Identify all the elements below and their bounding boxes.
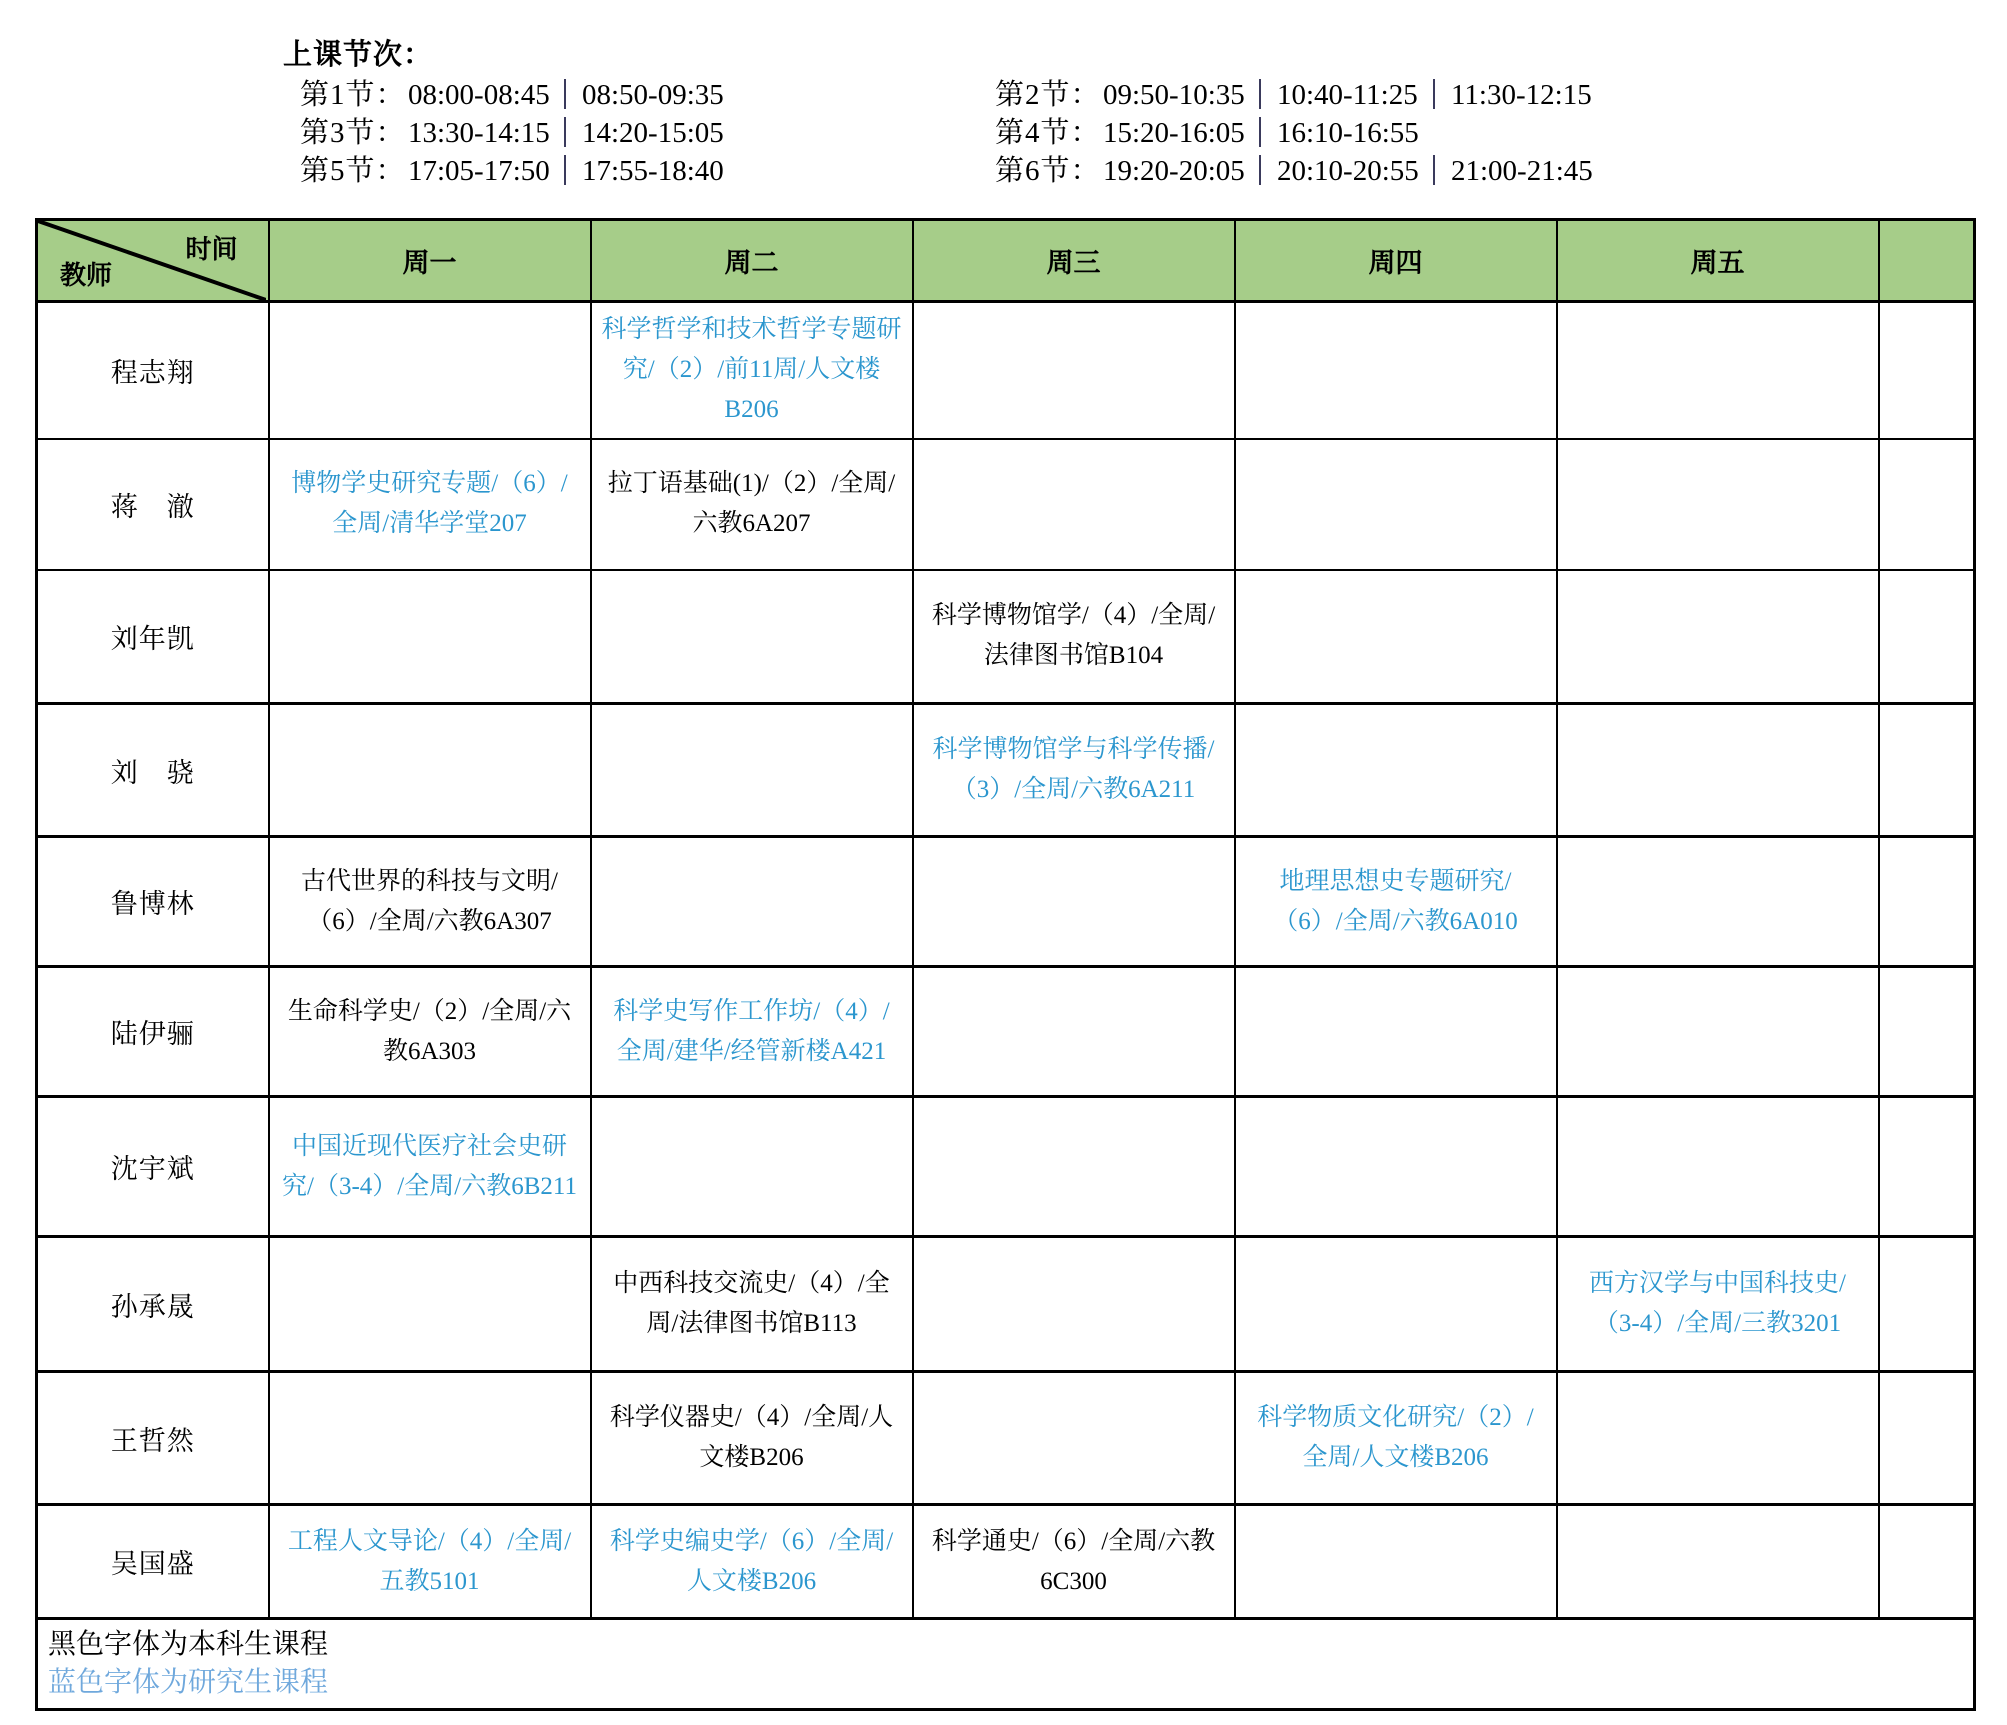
teacher-name: 刘 骁 (37, 704, 269, 837)
day-header-tuesday: 周二 (591, 220, 913, 302)
teacher-row (37, 1372, 1975, 1505)
day-header-monday: 周一 (269, 220, 591, 302)
course-cell (269, 1237, 591, 1372)
course-cell: 博物学史研究专题/（6）/全周/清华学堂207 (269, 439, 591, 570)
course-cell (913, 302, 1235, 439)
empty-cell (1879, 1372, 1975, 1505)
time-slot: 13:30-14:15 (408, 117, 550, 149)
teacher-name: 鲁博林 (37, 837, 269, 967)
teacher-name: 孙承晟 (37, 1237, 269, 1372)
course-cell (1235, 570, 1557, 704)
course-cell (591, 837, 913, 967)
time-separator-bar (564, 79, 566, 109)
teacher-name: 王哲然 (37, 1372, 269, 1505)
empty-cell (1879, 1505, 1975, 1619)
empty-cell (1879, 837, 1975, 967)
day-header-friday: 周五 (1557, 220, 1879, 302)
course-cell: 科学仪器史/（4）/全周/人文楼B206 (591, 1372, 913, 1505)
course-cell (269, 570, 591, 704)
course-cell (1557, 570, 1879, 704)
course-cell (591, 570, 913, 704)
legend-cell (37, 1619, 1975, 1710)
course-cell: 拉丁语基础(1)/（2）/全周/六教6A207 (591, 439, 913, 570)
teacher-row (37, 1097, 1975, 1237)
period-label: 第1节： (300, 79, 406, 111)
period-time-line (300, 76, 734, 114)
course-cell: 科学史写作工作坊/（4）/全周/建华/经管新楼A421 (591, 967, 913, 1097)
course-cell (1235, 704, 1557, 837)
legend-row (37, 1619, 1975, 1710)
teacher-name: 陆伊骊 (37, 967, 269, 1097)
course-cell (269, 302, 591, 439)
course-cell: 中国近现代医疗社会史研究/（3-4）/全周/六教6B211 (269, 1097, 591, 1237)
teacher-name: 刘年凯 (37, 570, 269, 704)
course-cell (1557, 1505, 1879, 1619)
course-cell (1557, 1372, 1879, 1505)
course-cell (913, 1237, 1235, 1372)
empty-cell (1879, 704, 1975, 837)
time-separator-bar (1433, 155, 1435, 185)
timetable-header-row (37, 220, 1975, 302)
empty-cell (1879, 967, 1975, 1097)
course-cell (1235, 1505, 1557, 1619)
course-cell (913, 967, 1235, 1097)
time-slot: 15:20-16:05 (1103, 117, 1245, 149)
period-label: 第4节： (995, 117, 1101, 149)
time-slot: 14:20-15:05 (582, 117, 724, 149)
course-cell (1235, 1097, 1557, 1237)
period-time-line (300, 114, 734, 152)
course-cell (269, 1372, 591, 1505)
course-cell (1557, 302, 1879, 439)
course-cell: 科学通史/（6）/全周/六教6C300 (913, 1505, 1235, 1619)
legend-graduate: 蓝色字体为研究生课程 (48, 1667, 329, 1698)
time-separator-bar (1259, 79, 1261, 109)
empty-cell (1879, 1237, 1975, 1372)
course-cell (1557, 1097, 1879, 1237)
course-cell (913, 837, 1235, 967)
corner-label-time: 时间 (185, 235, 238, 264)
course-cell (1235, 1237, 1557, 1372)
teacher-row (37, 1505, 1975, 1619)
time-slot: 17:55-18:40 (582, 155, 724, 187)
time-slot: 20:10-20:55 (1277, 155, 1419, 187)
course-cell: 工程人文导论/（4）/全周/五教5101 (269, 1505, 591, 1619)
course-cell (913, 439, 1235, 570)
course-cell: 中西科技交流史/（4）/全周/法律图书馆B113 (591, 1237, 913, 1372)
time-slot: 21:00-21:45 (1451, 155, 1593, 187)
course-cell (1557, 704, 1879, 837)
teacher-row (37, 1237, 1975, 1372)
course-cell: 生命科学史/（2）/全周/六教6A303 (269, 967, 591, 1097)
teacher-row (37, 704, 1975, 837)
course-cell: 科学博物馆学与科学传播/（3）/全周/六教6A211 (913, 704, 1235, 837)
teacher-row (37, 302, 1975, 439)
teacher-name: 蒋 澈 (37, 439, 269, 570)
course-cell (1557, 967, 1879, 1097)
empty-cell (1879, 570, 1975, 704)
course-cell (1235, 439, 1557, 570)
time-slot: 16:10-16:55 (1277, 117, 1419, 149)
teacher-name: 沈宇斌 (37, 1097, 269, 1237)
period-time-line (995, 152, 1603, 190)
course-cell (591, 704, 913, 837)
corner-header-cell (37, 220, 269, 302)
empty-cell (1879, 439, 1975, 570)
legend-undergraduate: 黑色字体为本科生课程 (48, 1629, 329, 1660)
course-cell (269, 704, 591, 837)
time-separator-bar (1259, 117, 1261, 147)
course-cell: 科学物质文化研究/（2）/全周/人文楼B206 (1235, 1372, 1557, 1505)
course-cell (913, 1097, 1235, 1237)
period-label: 第5节： (300, 155, 406, 187)
class-periods-block (283, 36, 1593, 187)
time-slot: 11:30-12:15 (1451, 79, 1592, 111)
time-slot: 08:00-08:45 (408, 79, 550, 111)
time-slot: 19:20-20:05 (1103, 155, 1245, 187)
teacher-row (37, 837, 1975, 967)
course-cell (591, 1097, 913, 1237)
day-header-empty (1879, 220, 1975, 302)
teacher-row (37, 967, 1975, 1097)
empty-cell (1879, 1097, 1975, 1237)
time-slot: 17:05-17:50 (408, 155, 550, 187)
course-cell: 科学哲学和技术哲学专题研究/（2）/前11周/人文楼B206 (591, 302, 913, 439)
time-separator-bar (564, 117, 566, 147)
teacher-name: 吴国盛 (37, 1505, 269, 1619)
course-cell (913, 1372, 1235, 1505)
time-slot: 09:50-10:35 (1103, 79, 1245, 111)
time-separator-bar (1259, 155, 1261, 185)
period-label: 第2节： (995, 79, 1101, 111)
course-cell: 科学博物馆学/（4）/全周/法律图书馆B104 (913, 570, 1235, 704)
empty-cell (1879, 302, 1975, 439)
teacher-row (37, 439, 1975, 570)
class-periods-right-column (995, 76, 1603, 190)
teacher-name: 程志翔 (37, 302, 269, 439)
period-time-line (300, 152, 734, 190)
course-cell: 地理思想史专题研究/（6）/全周/六教6A010 (1235, 837, 1557, 967)
day-header-wednesday: 周三 (913, 220, 1235, 302)
course-cell (1557, 837, 1879, 967)
course-cell: 科学史编史学/（6）/全周/人文楼B206 (591, 1505, 913, 1619)
day-header-thursday: 周四 (1235, 220, 1557, 302)
time-slot: 08:50-09:35 (582, 79, 724, 111)
course-cell (1235, 967, 1557, 1097)
period-time-line (995, 114, 1603, 152)
course-cell: 西方汉学与中国科技史/（3-4）/全周/三教3201 (1557, 1237, 1879, 1372)
course-cell (1557, 439, 1879, 570)
period-label: 第3节： (300, 117, 406, 149)
time-slot: 10:40-11:25 (1277, 79, 1418, 111)
period-label: 第6节： (995, 155, 1101, 187)
course-timetable (35, 218, 1976, 1711)
period-time-line (995, 76, 1603, 114)
course-cell: 古代世界的科技与文明/（6）/全周/六教6A307 (269, 837, 591, 967)
teacher-row (37, 570, 1975, 704)
time-separator-bar (564, 155, 566, 185)
time-separator-bar (1433, 79, 1435, 109)
class-periods-left-column (300, 76, 734, 190)
corner-label-teacher: 教师 (60, 261, 113, 290)
course-cell (1235, 302, 1557, 439)
class-periods-title: 上课节次： (283, 39, 434, 71)
